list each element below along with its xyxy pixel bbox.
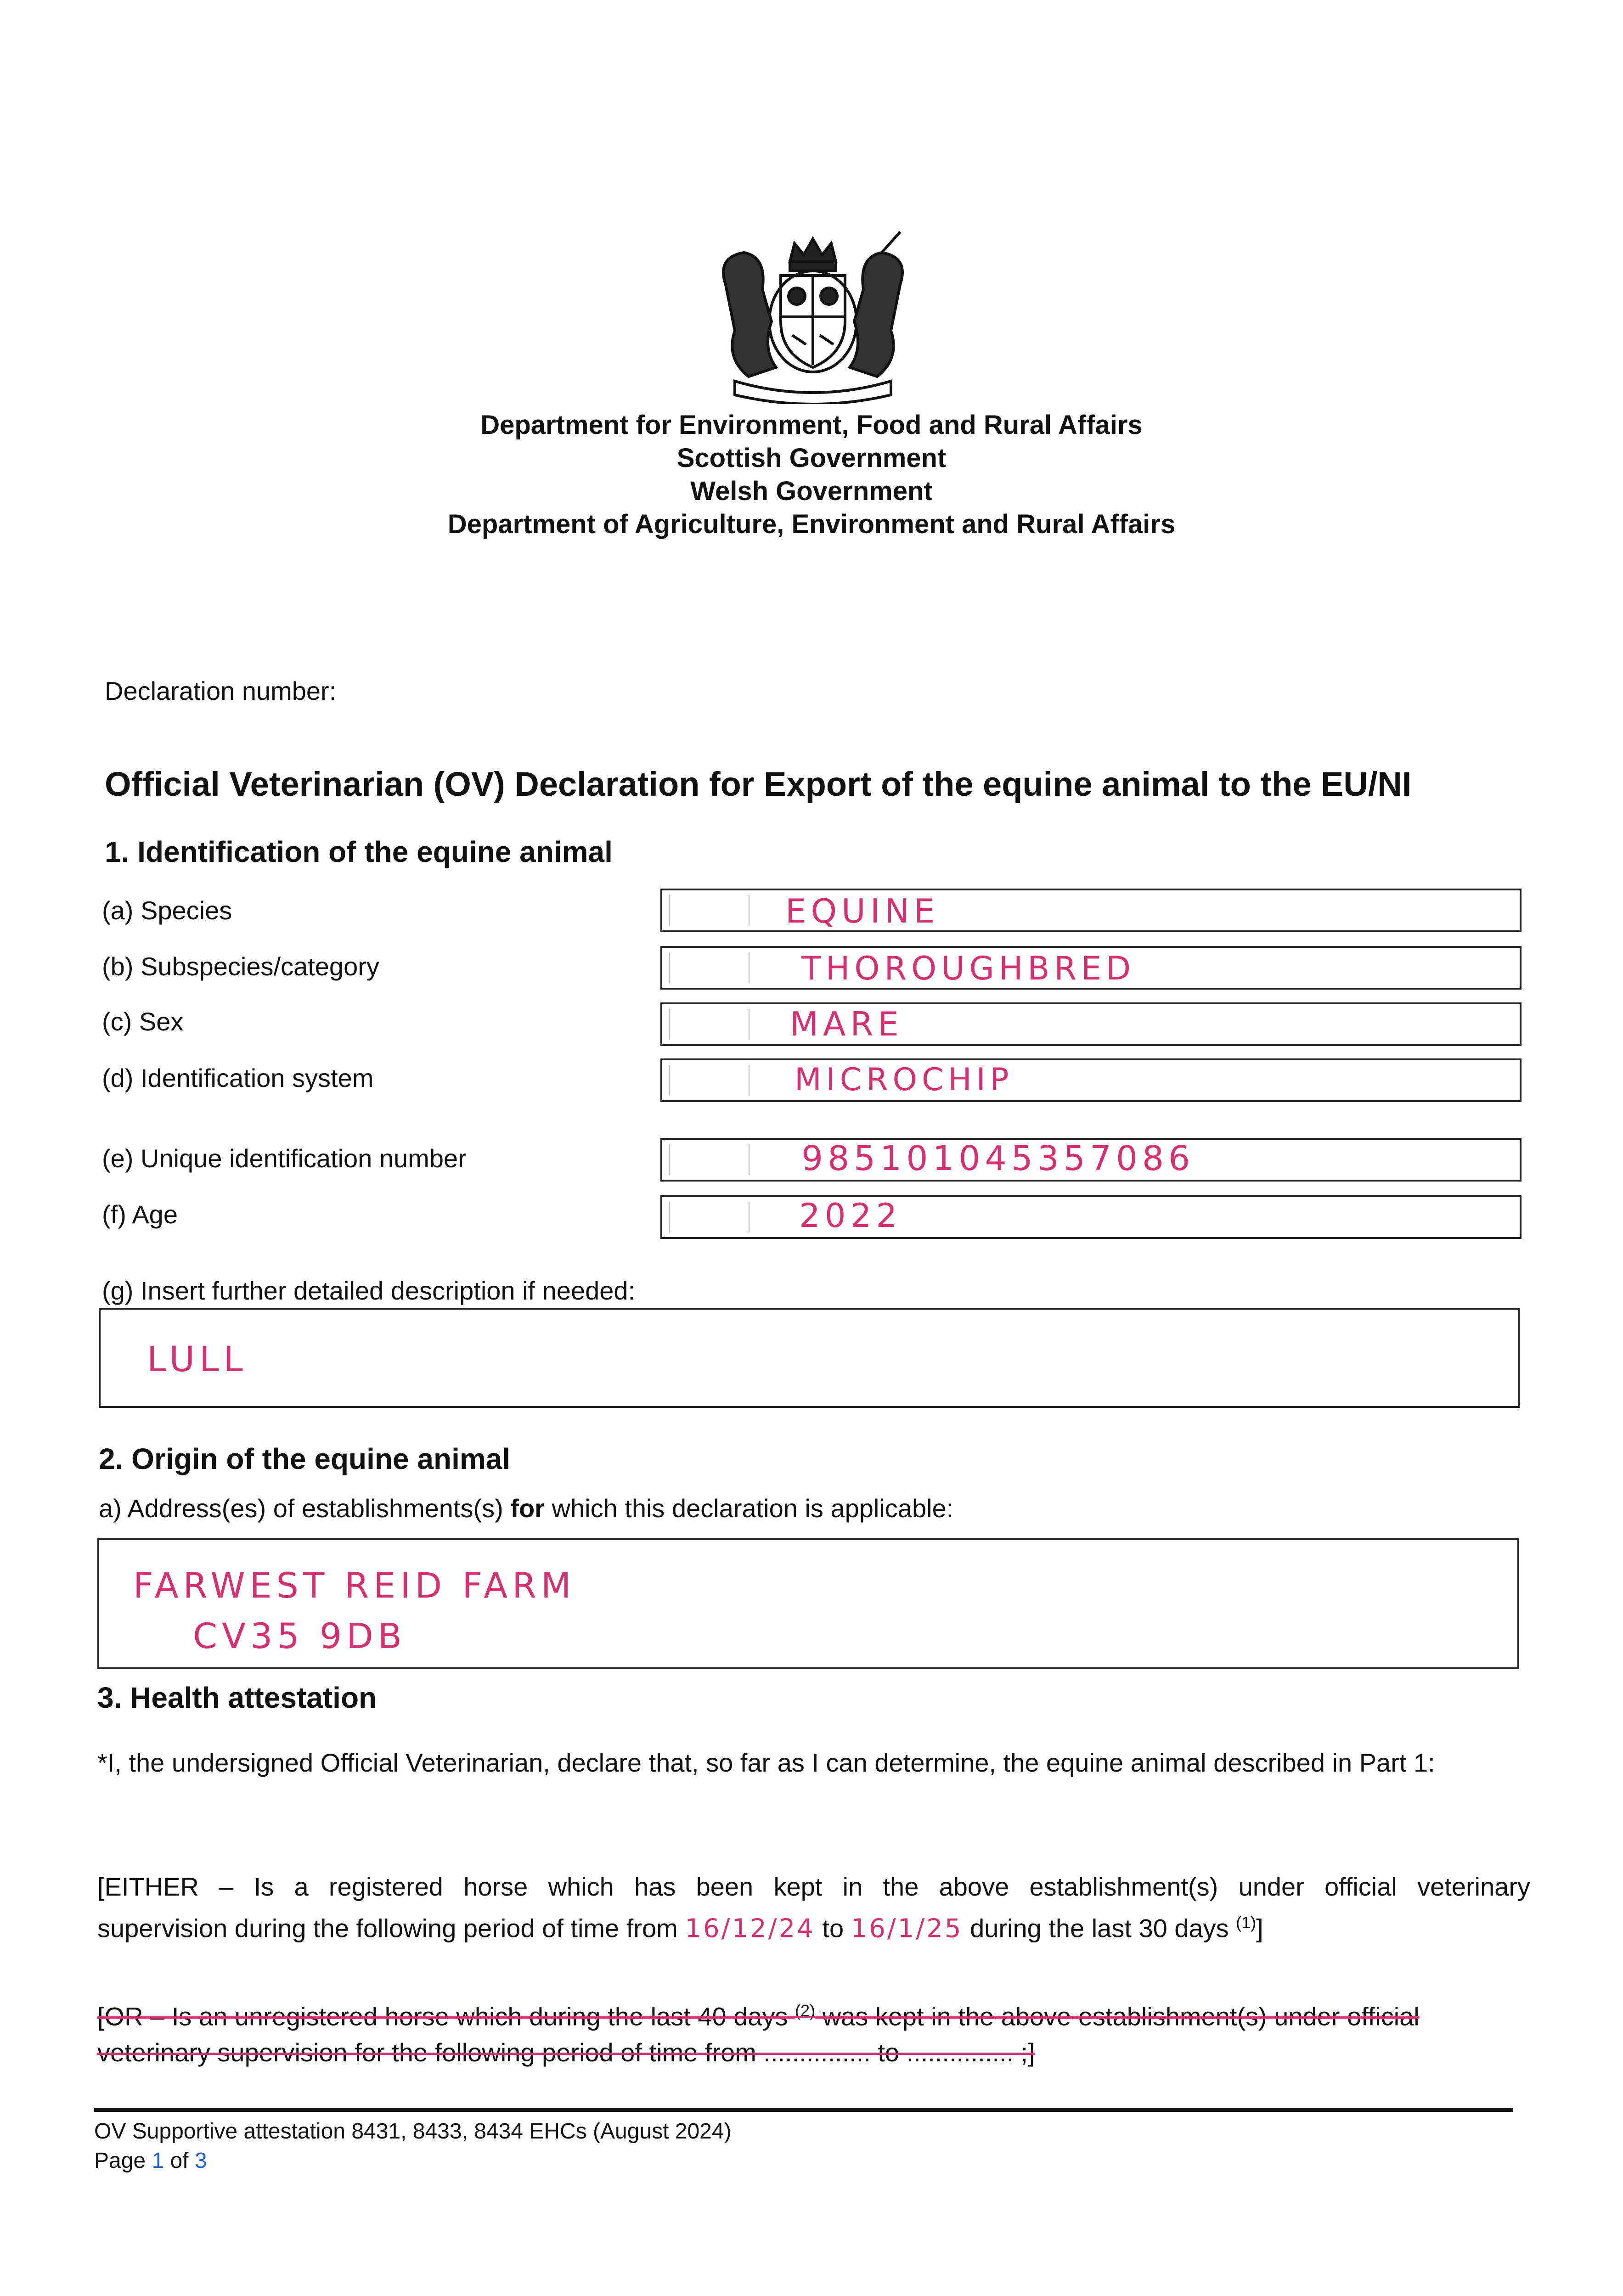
page-title: Official Veterinarian (OV) Declaration for Export of the equine animal to the EU/NI	[105, 765, 1412, 803]
either-line-1: [EITHER – Is a registered horse which has been kept in the above establishment(s) under official veterinary	[97, 1872, 1530, 1901]
either-line-2: supervision during the following period of time from 16/12/24 to 16/1/25 during the last 30 days $^{(1)}$]	[97, 1913, 1263, 1944]
field-label-species: (a) Species	[102, 896, 232, 925]
field-label-sex: (c) Sex	[102, 1007, 184, 1036]
field-label-age: (f) Age	[102, 1200, 178, 1229]
subspecies-value: THOROUGHBRED	[801, 950, 1136, 987]
identification-system-field[interactable]	[660, 1058, 1522, 1102]
footer-rule	[94, 2108, 1513, 2112]
department-scottish-gov: Scottish Government	[676, 443, 947, 473]
section3-heading: 3. Health attestation	[97, 1681, 377, 1714]
footer-text	[94, 2117, 732, 2176]
age-value: 2022	[799, 1196, 902, 1235]
age-field[interactable]	[660, 1195, 1522, 1239]
or-line-2: veterinary supervision for the following period of time from ............... to ............... ;]	[97, 2037, 1035, 2067]
footer-form-reference: OV Supportive attestation 8431, 8433, 8434 EHCs (August 2024)	[94, 2119, 732, 2144]
unique-id-value: 985101045357086	[801, 1139, 1195, 1178]
address-line-1: FARWEST REID FARM	[133, 1565, 576, 1606]
department-daera: Department of Agriculture, Environment and Rural Affairs	[447, 509, 1176, 539]
page-indicator: Page 1 of 3	[94, 2149, 207, 2173]
health-intro: *I, the undersigned Official Veterinarian, declare that, so far as I can determine, the equine animal described in Part 1:	[97, 1748, 1435, 1777]
department-list	[0, 409, 1623, 541]
further-description-field[interactable]	[99, 1308, 1520, 1408]
either-clause	[97, 1869, 1530, 1947]
either-from-date: 16/12/24	[685, 1913, 815, 1944]
declaration-number-label: Declaration number:	[105, 676, 337, 705]
field-label-unique-id: (e) Unique identification number	[102, 1144, 467, 1173]
department-defra: Department for Environment, Food and Rural Affairs	[480, 410, 1143, 440]
species-value: EQUINE	[785, 892, 940, 930]
address-line-2: CV35 9DB	[193, 1615, 406, 1656]
or-line-1: [OR – Is an unregistered horse which during the last 40 days $^{(2)}$ was kept in the above establishment(s) under official	[97, 2001, 1420, 2031]
department-welsh-gov: Welsh Government	[690, 476, 933, 506]
section1-heading: 1. Identification of the equine animal	[105, 835, 613, 868]
address-label: a) Address(es) of establishments(s) for which this declaration is applicable:	[99, 1494, 954, 1523]
further-description-label: (g) Insert further detailed description if needed:	[102, 1276, 636, 1305]
field-label-subspecies: (b) Subspecies/category	[102, 952, 379, 981]
royal-crest-logo	[707, 230, 919, 404]
identification-system-value: MICROCHIP	[795, 1062, 1014, 1098]
field-label-identification-system: (d) Identification system	[102, 1064, 374, 1092]
or-clause-struck	[97, 1993, 1530, 2071]
sex-value: MARE	[790, 1005, 903, 1043]
section2-heading: 2. Origin of the equine animal	[99, 1442, 511, 1475]
further-description-value: LULL	[147, 1339, 248, 1379]
either-to-date: 16/1/25	[851, 1913, 963, 1944]
